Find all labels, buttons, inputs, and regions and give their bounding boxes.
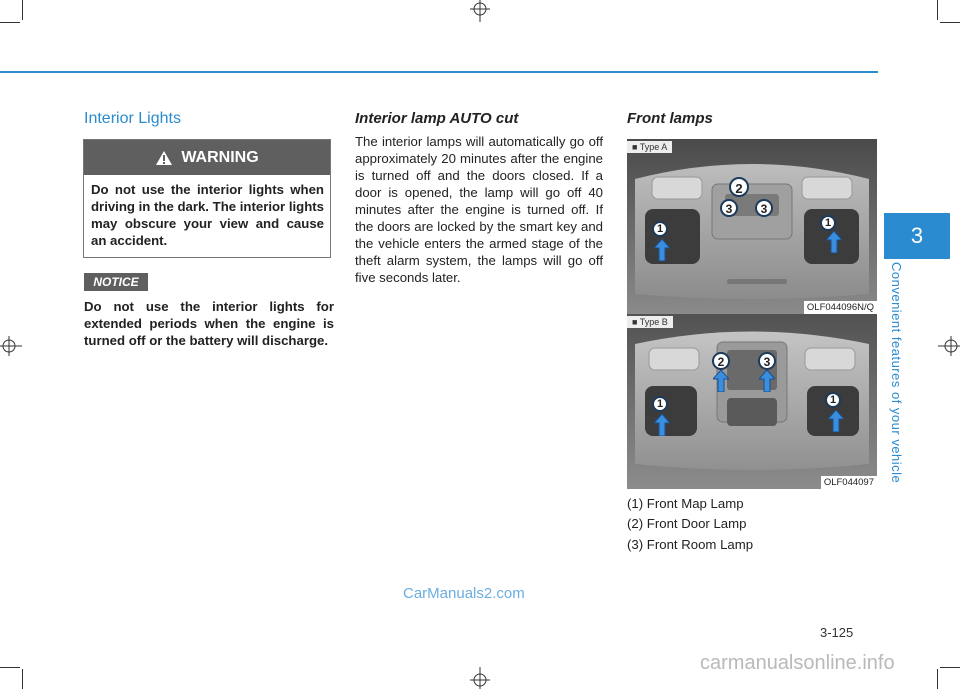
notice-text: Do not use the interior lights for extended periods when the engine is turned off or the battery will discharge. (84, 299, 334, 348)
notice-label: NOTICE (84, 273, 148, 291)
warning-triangle-icon (155, 150, 173, 166)
warning-text: Do not use the interior lights when driving in the dark. The interior lights may obscure your view and cause an accident. (91, 182, 325, 248)
page-number: 3-125 (820, 625, 854, 640)
callout-1: 1 (825, 392, 841, 408)
chapter-tab: 3 (884, 213, 950, 259)
callout-3: 3 (758, 352, 776, 370)
figure-a-code: OLF044096N/Q (804, 301, 877, 314)
crop-mark (940, 22, 960, 23)
caption-front-door-lamp: (2) Front Door Lamp (627, 516, 747, 531)
caption-front-map-lamp: (1) Front Map Lamp (627, 496, 744, 511)
header-rule (0, 71, 878, 73)
watermark-link[interactable]: CarManuals2.com (403, 585, 525, 602)
type-b-label: ■ Type B (627, 316, 673, 328)
callout-3: 3 (755, 199, 773, 217)
section-title: Interior Lights (84, 110, 181, 127)
type-a-label: ■ Type A (627, 141, 672, 153)
registration-mark (0, 332, 22, 360)
chapter-title: Convenient features of your vehicle (889, 262, 904, 484)
front-lamps-photo-type-a (627, 139, 877, 314)
front-lamps-heading: Front lamps (627, 110, 713, 127)
arrow-up-icon (654, 239, 670, 261)
crop-mark (22, 0, 23, 20)
chapter-title-vertical (875, 262, 947, 502)
callout-1: 1 (652, 221, 668, 237)
callout-1: 1 (820, 215, 836, 231)
figure-b-code: OLF044097 (821, 476, 877, 489)
auto-cut-heading: Interior lamp AUTO cut (355, 110, 519, 127)
registration-mark (466, 0, 494, 22)
callout-2: 2 (729, 177, 749, 197)
crop-mark (22, 669, 23, 689)
callout-2: 2 (712, 352, 730, 370)
warning-label: WARNING (181, 148, 259, 166)
auto-cut-text: The interior lamps will automatically go off approximately 20 minutes after the engine is turned off and the doors closed. If a door is opened, the lamp will go off 40 minutes after the engine is turned off. If the doors are locked by the smart key and the vehicle enters the armed stage of the theft alarm system, the lamps will go off five seconds later. (355, 134, 603, 285)
warning-header (84, 140, 330, 175)
caption-front-room-lamp: (3) Front Room Lamp (627, 537, 754, 552)
arrow-up-icon (826, 231, 842, 253)
crop-mark (0, 22, 20, 23)
arrow-up-icon (654, 414, 670, 436)
crop-mark (940, 667, 960, 668)
crop-mark (937, 669, 938, 689)
registration-mark (466, 667, 494, 689)
callout-3: 3 (720, 199, 738, 217)
callout-1: 1 (652, 396, 668, 412)
crop-mark (937, 0, 938, 20)
watermark-text: carmanualsonline.info (700, 652, 895, 674)
front-lamps-photo-type-b (627, 314, 877, 489)
crop-mark (0, 667, 20, 668)
arrow-up-icon (759, 370, 775, 392)
arrow-up-icon (713, 370, 729, 392)
arrow-up-icon (828, 410, 844, 432)
